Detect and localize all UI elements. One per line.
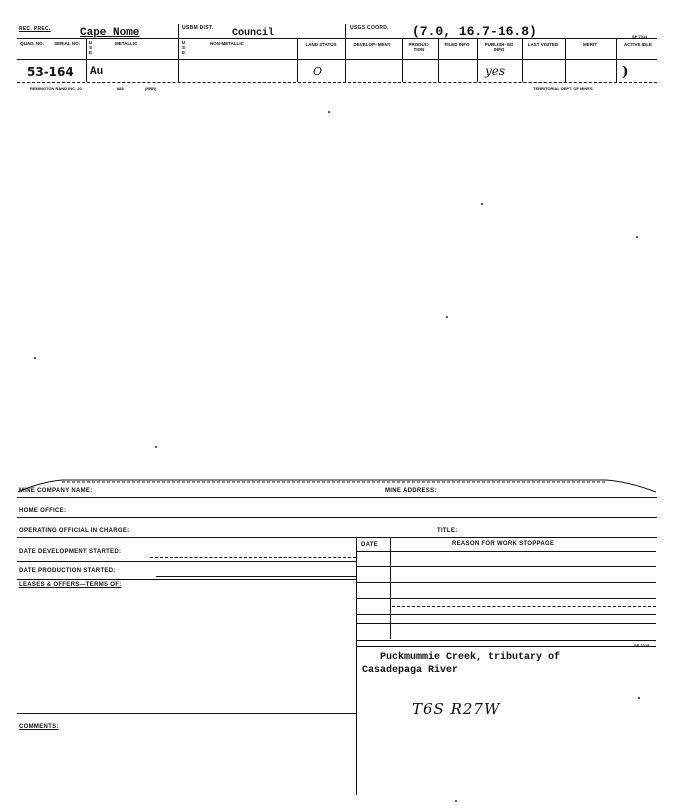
department-credit: TERRITORIAL DEPT. OF MINES (533, 86, 593, 91)
scan-speck (481, 203, 483, 205)
printer-credit: REMINGTON RAND INC. 20 (30, 86, 82, 91)
header-merit: MERIT (583, 42, 597, 47)
field-rule (17, 497, 657, 498)
location-note-line-1: Puckmummie Creek, tributary of (380, 652, 561, 663)
field-rule (17, 561, 356, 562)
scan-speck (34, 357, 36, 359)
usgs-label: USGS COORD. (350, 25, 389, 31)
active-value: ) (622, 64, 629, 80)
metallic-value: Au (90, 66, 104, 78)
col-divider (438, 38, 439, 82)
reason-header: REASON FOR WORK STOPPAGE (452, 541, 555, 547)
header-land-status: LAND STATUS (305, 42, 337, 47)
leases-label: LEASES & OFFERS—TERMS OF: (19, 582, 122, 588)
header-active-idle: ACTIVE IDLE (623, 42, 652, 47)
rec-prec-value: Cape Nome (80, 27, 140, 39)
comments-label: COMMENTS: (19, 724, 59, 730)
table-rule (356, 623, 656, 624)
rule (17, 59, 657, 60)
serial-value: 53-164 (27, 65, 74, 79)
prod-started-label: DATE PRODUCTION STARTED: (19, 568, 116, 574)
scan-speck (155, 446, 157, 448)
table-rule (356, 646, 656, 647)
field-rule (150, 557, 356, 558)
mine-address-label: MINE ADDRESS: (385, 488, 437, 494)
row-rule (17, 82, 657, 83)
field-rule (17, 713, 356, 714)
scan-speck (455, 800, 457, 802)
table-rule (392, 606, 656, 607)
form-number: SP 7014 (632, 34, 648, 39)
table-rule (356, 582, 656, 583)
header-published-info: PUBLISH- ED INFO (484, 42, 514, 52)
header-quad: QUAD. NO. (20, 41, 44, 46)
table-rule (356, 551, 656, 552)
location-note-line-2: Casadepaga River (362, 665, 459, 676)
table-rule (356, 566, 656, 567)
header-use-metallic: U S E (88, 40, 93, 55)
usbm-label: USBM DIST. (182, 25, 214, 31)
home-office-label: HOME OFFICE: (19, 508, 67, 514)
table-rule (356, 640, 656, 641)
published-value: yes (485, 64, 506, 78)
operating-official-label: OPERATING OFFICIAL IN CHARGE: (19, 528, 130, 534)
field-rule (17, 537, 657, 538)
table-rule (356, 598, 656, 599)
card-edge-curve (0, 470, 678, 500)
date-header: DATE (361, 542, 379, 548)
dev-started-label: DATE DEVELOPMENT STARTED: (19, 549, 122, 555)
header-metallic: METALLIC (115, 41, 138, 46)
col-divider (178, 38, 179, 82)
col-divider (565, 38, 566, 82)
form-number-2: SP 7015 (634, 643, 650, 648)
header-serial: SERIAL NO. (54, 41, 80, 46)
printer-code: 888 (117, 86, 124, 91)
scan-speck (638, 697, 640, 699)
col-divider (345, 24, 346, 82)
table-divider (356, 537, 357, 795)
header-use-nonmetallic: U S E (181, 40, 186, 55)
header-production: PRODUC- TION (408, 42, 430, 52)
printer-code-2: (RRR) (145, 86, 157, 91)
scan-speck (446, 316, 448, 318)
col-divider (86, 38, 87, 82)
header-nonmetallic: NON-METALLIC (210, 41, 244, 46)
col-divider (297, 38, 298, 82)
field-rule (17, 517, 657, 518)
land-status-value: O (313, 65, 323, 78)
mine-company-label: MINE COMPANY NAME: (19, 488, 93, 494)
handwritten-township: T6S R27W (412, 700, 501, 718)
usgs-value: (7.0, 16.7-16.8) (412, 24, 537, 39)
header-filed-info: FILED INFO (444, 42, 470, 47)
table-rule (356, 614, 656, 615)
field-rule (17, 579, 356, 580)
title-label: TITLE: (437, 528, 458, 534)
field-rule (156, 576, 356, 577)
scan-speck (636, 236, 638, 238)
rec-prec-label: REC. PREC. (19, 26, 51, 32)
header-last-visited: LAST VISITED (527, 42, 559, 47)
rule (17, 38, 657, 39)
col-divider (616, 38, 617, 82)
col-divider (477, 38, 478, 82)
col-divider (522, 38, 523, 82)
header-development: DEVELOP- MENT (353, 42, 391, 47)
scan-speck (328, 111, 330, 113)
usbm-value: Council (232, 28, 275, 39)
col-divider (402, 38, 403, 82)
